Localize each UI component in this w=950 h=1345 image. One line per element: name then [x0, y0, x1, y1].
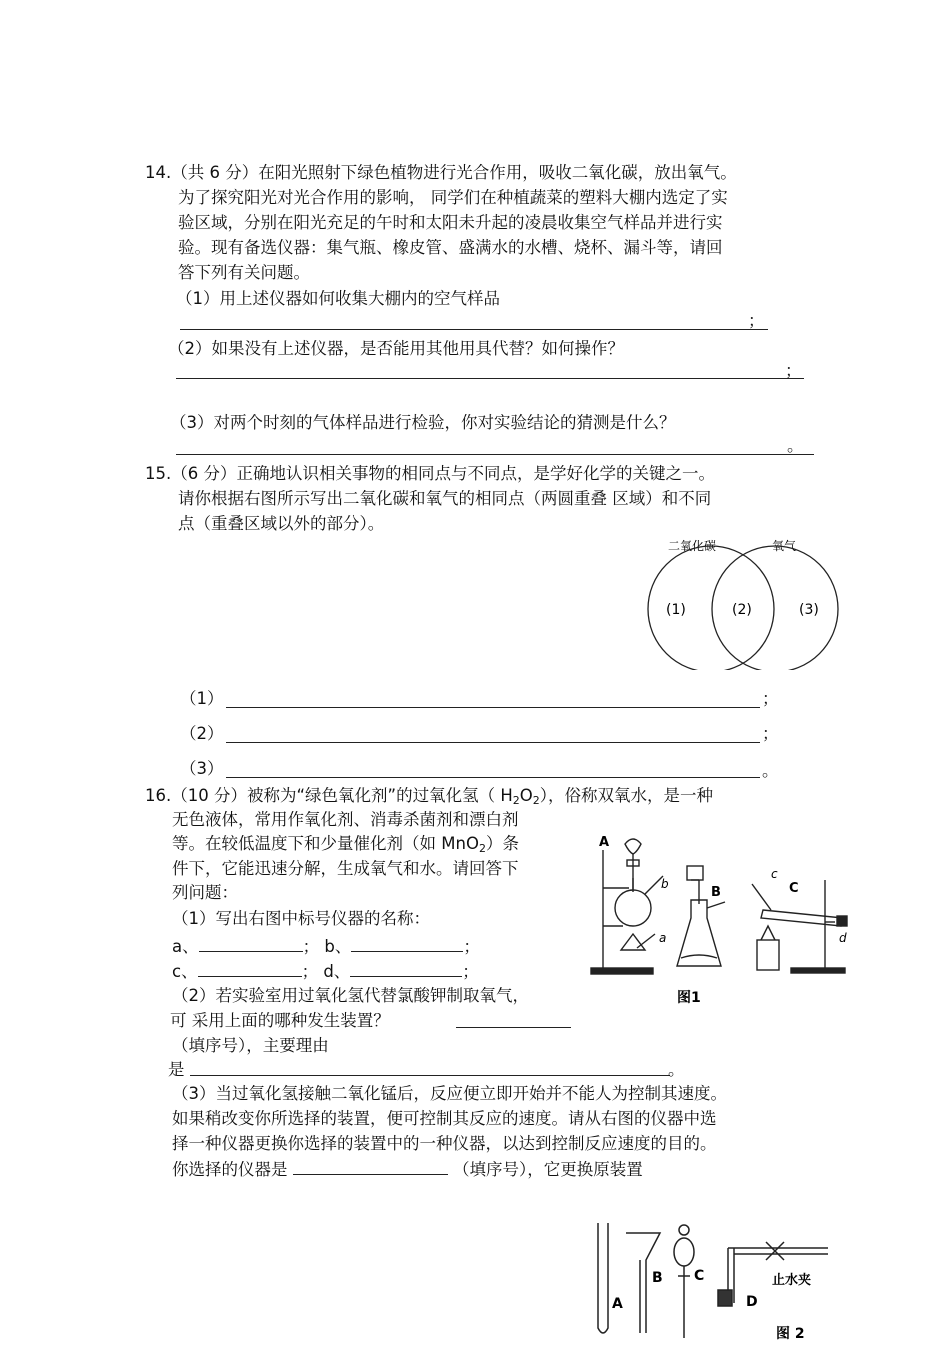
q16-line-1-c: ），俗称双氧水，是一种: [539, 786, 713, 805]
fig2-clamp-label: 止水夹: [772, 1273, 812, 1288]
q15-answer-1-label: （1）: [180, 689, 224, 708]
q15-answer-2-label: （2）: [180, 724, 224, 743]
q15-answer-line-2[interactable]: [226, 742, 760, 743]
q15-answer-3-end: 。: [762, 761, 779, 780]
q14-answer-line-2[interactable]: [176, 378, 804, 379]
q16-part-2-d: 是: [168, 1060, 185, 1079]
fig2-label-D: D: [746, 1294, 758, 1310]
fig2-label-C: C: [694, 1268, 705, 1284]
q16-label-b: ； b、: [302, 937, 352, 956]
q15-line-2: 请你根据右图所示写出二氧化碳和氧气的相同点（两圆重叠 区域）和不同: [178, 489, 712, 508]
q14-answer-line-3[interactable]: [176, 454, 814, 455]
q16-label-d: ； d、: [301, 962, 351, 981]
q16-line-3-a: 等。在较低温度下和少量催化剂（如 MnO: [172, 834, 479, 853]
fig2-label-B: B: [652, 1270, 663, 1286]
q14-line-3: 验区域，分别在阳光充足的午时和太阳未升起的凌晨收集空气样品并进行实: [178, 213, 723, 232]
q16-line-4: 件下，它能迅速分解，生成氧气和水。请回答下: [172, 859, 519, 878]
q16-blank-a[interactable]: [199, 935, 303, 952]
venn-right-title: 氧气: [772, 539, 797, 553]
q15-answer-3-label: （3）: [180, 759, 224, 778]
q16-ab-end: ；: [463, 937, 480, 956]
fig1-label-A: A: [599, 835, 610, 850]
q16-blank-c[interactable]: [198, 960, 302, 977]
q16-part-2-b: 可 采用上面的哪种发生装置？: [170, 1011, 390, 1030]
q16-part-3-b: 如果稍改变你所选择的装置，便可控制其反应的速度。请从右图的仪器中选: [172, 1109, 717, 1128]
q15-line-3: 点（重叠区域以外的部分）。: [178, 514, 385, 533]
q15-answer-2-end: ；: [762, 724, 779, 743]
q16-part-3-e-text: （填序号），它更换原装置: [453, 1160, 643, 1179]
q16-line-3-b: ）条: [485, 834, 519, 853]
venn-region-1: (1): [666, 602, 686, 618]
q16-part-3-d: [172, 1158, 643, 1181]
q16-blank-row-cd: [172, 960, 479, 983]
q16-line-3: [172, 833, 519, 860]
q14-line-1: 14.（共 6 分）在阳光照射下绿色植物进行光合作用，吸收二氧化碳，放出氧气。: [145, 163, 737, 182]
fig1-label-c: c: [771, 867, 778, 881]
q16-blank-row-ab: [172, 935, 480, 958]
q16-part-3-d-text: 你选择的仪器是: [172, 1160, 288, 1179]
q16-blank-reason[interactable]: [190, 1075, 670, 1076]
q16-line-5: 列问题：: [172, 883, 238, 902]
fig2-label-A: A: [612, 1296, 623, 1312]
q16-line-1-b: O: [519, 786, 533, 805]
venn-circle-o2: [712, 546, 838, 670]
figure-1-apparatus: [585, 830, 865, 1015]
q16-line-1: [145, 785, 713, 812]
q16-label-a: a、: [172, 937, 199, 956]
q15-line-1: 15.（6 分）正确地认识相关事物的相同点与不同点，是学好化学的关键之一。: [145, 464, 715, 483]
q14-answer-line-1[interactable]: [180, 329, 768, 330]
q16-part-2-a: （2）若实验室用过氧化氢代替氯酸钾制取氧气，: [172, 986, 529, 1005]
fig1-label-B: B: [711, 885, 721, 900]
q16-part-2-c: （填序号），主要理由: [172, 1036, 329, 1055]
q16-cd-end: ；: [462, 962, 479, 981]
fig2-caption: 图 2: [776, 1326, 805, 1342]
q14-part-3: （3）对两个时刻的气体样品进行检验，你对实验结论的猜测是什么？: [170, 413, 676, 432]
venn-left-title: 二氧化碳: [668, 539, 717, 553]
q16-part-1: （1）写出右图中标号仪器的名称：: [172, 909, 430, 928]
q16-line-2: 无色液体，常用作氧化剂、消毒杀菌剂和漂白剂: [172, 810, 519, 829]
q14-part-3-end: 。: [787, 436, 804, 455]
fig1-label-a: a: [659, 931, 667, 945]
fig1-label-C: C: [789, 881, 799, 896]
q15-answer-1-end: ；: [762, 689, 779, 708]
q16-line-3-sub: 2: [478, 842, 486, 855]
fig1-label-b: b: [661, 877, 669, 891]
q16-line-1-a: 16.（10 分）被称为“绿色氧化剂”的过氧化氢（ H: [145, 786, 513, 805]
fig1-label-d: d: [839, 931, 847, 945]
q16-part-2-end: 。: [668, 1060, 685, 1079]
venn-region-2: (2): [732, 602, 752, 618]
q16-blank-d[interactable]: [350, 960, 462, 977]
q16-blank-device[interactable]: [456, 1027, 571, 1028]
q15-answer-line-3[interactable]: [226, 777, 760, 778]
q16-blank-instrument[interactable]: [293, 1158, 448, 1175]
fig1-caption: 图1: [677, 990, 701, 1006]
q16-part-3-c: 择一种仪器更换你选择的装置中的一种仪器，以达到控制反应速度的目的。: [172, 1134, 717, 1153]
q14-line-2: 为了探究阳光对光合作用的影响， 同学们在种植蔬菜的塑料大棚内选定了实: [178, 188, 728, 207]
q14-part-1-end: ；: [748, 311, 765, 330]
q16-part-3-a: （3）当过氧化氢接触二氧化锰后，反应便立即开始并不能人为控制其速度。: [172, 1084, 727, 1103]
q14-part-1: （1）用上述仪器如何收集大棚内的空气样品: [176, 289, 500, 308]
q14-line-4: 验。现有备选仪器：集气瓶、橡皮管、盛满水的水槽、烧杯、漏斗等，请回: [178, 238, 723, 257]
figure-2-instruments: [588, 1218, 838, 1343]
venn-diagram: [640, 530, 850, 670]
q14-part-2-end: ；: [785, 361, 802, 380]
q15-answer-line-1[interactable]: [226, 707, 760, 708]
q16-line-1-sub1: 2: [512, 794, 520, 807]
q14-part-2: （2）如果没有上述仪器，是否能用其他用具代替？如何操作？: [168, 339, 624, 358]
q16-label-c: c、: [172, 962, 198, 981]
q14-line-5: 答下列有关问题。: [178, 263, 310, 282]
q16-line-1-sub2: 2: [532, 794, 540, 807]
q16-blank-b[interactable]: [351, 935, 463, 952]
venn-region-3: (3): [799, 602, 819, 618]
